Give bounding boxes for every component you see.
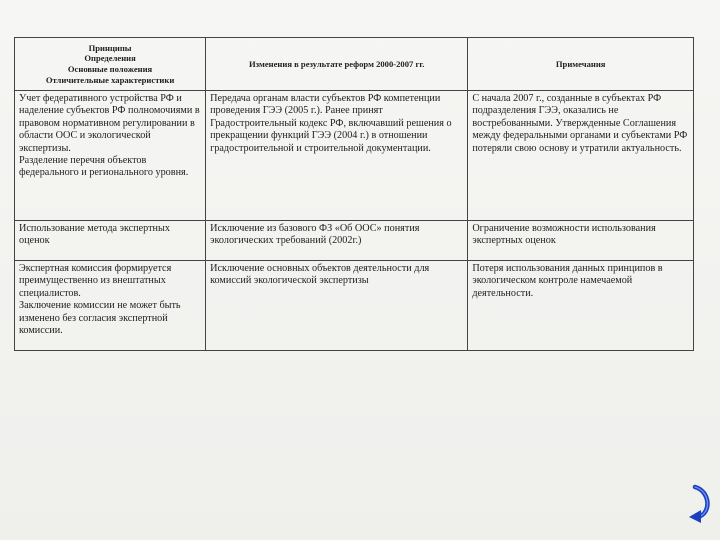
note-cell: Ограничение возможности использования экспертных оценок (468, 221, 694, 261)
principle-text: Экспертная комиссия формируется преимущественно из внештатных специалистов. (19, 263, 172, 299)
table-header-row (15, 38, 694, 91)
principle-text: Использование метода экспертных оценок (19, 223, 170, 247)
principle-cell (15, 261, 206, 351)
table-row (15, 261, 694, 351)
principle-text: Разделение перечня объектов федерального и регионального уровня. (19, 155, 189, 179)
header-principles-line: Отличительные характеристики (45, 74, 175, 85)
change-cell: Передача органам власти субъектов РФ компетенции проведения ГЭЭ (2005 г.). Ранее принят Градостроительный кодекс РФ, включавший решения о прекращении функций ГЭЭ (2004 г.) в отношении градостроительной и строительной документации. (206, 91, 468, 221)
principle-cell (15, 91, 206, 221)
return-arrow-icon[interactable] (686, 483, 712, 523)
principle-cell (15, 221, 206, 261)
change-cell: Исключение из базового ФЗ «Об ООС» понятия экологических требований (2002г.) (206, 221, 468, 261)
principle-text: Заключение комиссии не может быть изменено без согласия экспертной комиссии. (19, 300, 181, 337)
header-principles-line: Основные положения (67, 64, 153, 74)
table-row (15, 221, 694, 261)
principle-text: Учет федеративного устройства РФ и наделение субъектов РФ полномочиями в правовом нормативном регулировании в области ООС и экологической экспертизы. (19, 93, 200, 154)
header-principles-line: Принципы (88, 42, 132, 53)
note-cell: С начала 2007 г., созданные в субъектах РФ подразделения ГЭЭ, оказались не востребованными. Утвержденные Соглашения между федеральными органами и субъектами РФ потеряли свою основу и утратили актуальность. (468, 91, 694, 221)
change-cell: Исключение основных объектов деятельности для комиссий экологической экспертизы (206, 261, 468, 351)
header-notes: Примечания (468, 38, 694, 91)
header-principles-line: Определения (84, 53, 136, 64)
header-changes: Изменения в результате реформ 2000-2007 гг. (206, 38, 468, 91)
note-cell: Потеря использования данных принципов в экологическом контроле намечаемой деятельности. (468, 261, 694, 351)
table-row (15, 91, 694, 221)
header-principles (15, 38, 206, 91)
reform-table (14, 37, 694, 351)
